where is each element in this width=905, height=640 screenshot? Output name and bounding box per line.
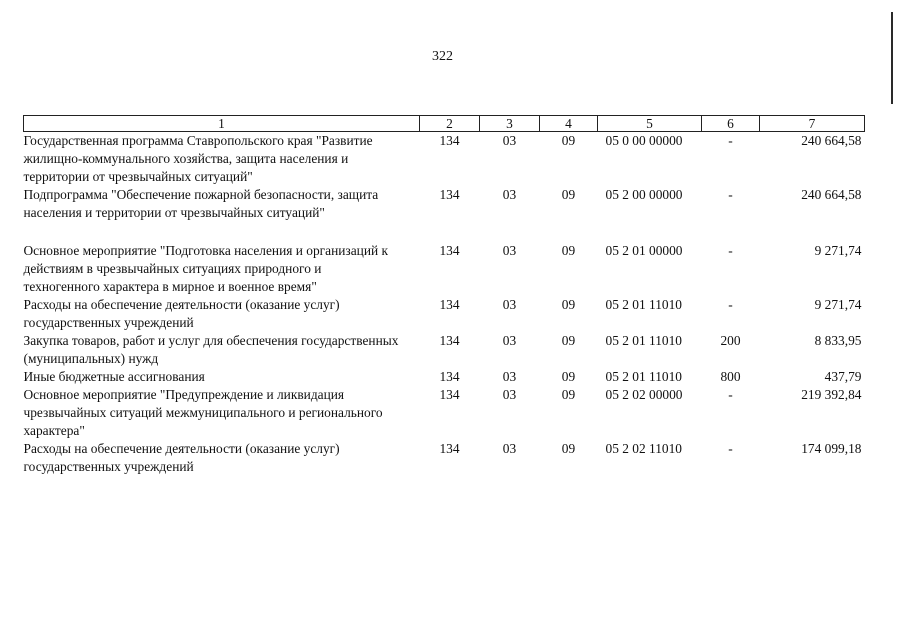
row-col-3: 03 xyxy=(502,333,517,348)
row-col-2: 134 xyxy=(439,187,460,202)
row-name: Основное мероприятие "Подготовка населения и организаций к действиям в чрезвычайных ситуациях природного и техногенного характера в мирное и военное время" xyxy=(23,243,389,294)
row-amount: 219 392,84 xyxy=(801,387,862,402)
row-col-3: 03 xyxy=(502,441,517,456)
row-amount: 437,79 xyxy=(824,369,862,384)
row-col-3: 03 xyxy=(502,297,517,312)
row-name: Подпрограмма "Обеспечение пожарной безопасности, защита населения и территории от чрезвычайных ситуаций" xyxy=(23,187,379,220)
table-row xyxy=(24,332,865,368)
row-amount: 174 099,18 xyxy=(801,441,862,456)
row-col-3: 03 xyxy=(502,133,517,148)
row-col-4: 09 xyxy=(561,187,576,202)
header-col-1: 1 xyxy=(24,116,420,132)
row-col-4: 09 xyxy=(561,441,576,456)
row-col-2: 134 xyxy=(439,133,460,148)
row-col-2: 134 xyxy=(439,387,460,402)
row-amount: 9 271,74 xyxy=(814,297,862,312)
row-col-6: - xyxy=(728,441,733,456)
row-name: Иные бюджетные ассигнования xyxy=(23,369,205,384)
row-col-6: - xyxy=(728,297,733,312)
header-col-7: 7 xyxy=(760,116,865,132)
row-col-5: 05 2 00 00000 xyxy=(605,187,683,202)
table-header-row xyxy=(24,116,865,132)
row-col-5: 05 2 01 11010 xyxy=(605,369,682,384)
row-col-2: 134 xyxy=(439,297,460,312)
budget-table xyxy=(23,115,865,476)
row-col-5: 05 2 01 11010 xyxy=(605,333,682,348)
row-amount: 240 664,58 xyxy=(801,187,862,202)
row-col-5: 05 2 01 11010 xyxy=(605,297,682,312)
row-col-6: - xyxy=(728,187,733,202)
row-col-3: 03 xyxy=(502,369,517,384)
row-col-5: 05 2 02 11010 xyxy=(605,441,682,456)
row-name: Государственная программа Ставропольского края "Развитие жилищно-коммунального хозяйства, защита населения и территории от чрезвычайных ситуаций" xyxy=(23,133,373,184)
row-name: Закупка товаров, работ и услуг для обеспечения государственных (муниципальных) нужд xyxy=(23,333,399,366)
row-col-4: 09 xyxy=(561,387,576,402)
row-col-6: - xyxy=(728,387,733,402)
table-row xyxy=(24,186,865,222)
row-col-2: 134 xyxy=(439,369,460,384)
row-name: Расходы на обеспечение деятельности (оказание услуг) государственных учреждений xyxy=(23,297,340,330)
row-col-2: 134 xyxy=(439,441,460,456)
row-name: Основное мероприятие "Предупреждение и ликвидация чрезвычайных ситуаций межмуниципального и регионального характера" xyxy=(23,387,383,438)
table-row xyxy=(24,386,865,440)
table-row xyxy=(24,296,865,332)
row-col-6: 800 xyxy=(720,369,741,384)
table-row xyxy=(24,440,865,476)
row-col-5: 05 2 01 00000 xyxy=(605,243,683,258)
row-col-4: 09 xyxy=(561,133,576,148)
row-spacer xyxy=(24,222,865,242)
row-col-3: 03 xyxy=(502,187,517,202)
row-col-3: 03 xyxy=(502,387,517,402)
table-row xyxy=(24,132,865,187)
header-col-5: 5 xyxy=(598,116,702,132)
row-col-4: 09 xyxy=(561,297,576,312)
row-col-4: 09 xyxy=(561,243,576,258)
table-row xyxy=(24,368,865,386)
scan-edge-line xyxy=(891,12,893,104)
header-col-2: 2 xyxy=(420,116,480,132)
row-col-6: - xyxy=(728,133,733,148)
row-col-3: 03 xyxy=(502,243,517,258)
row-col-6: - xyxy=(728,243,733,258)
table-row xyxy=(24,242,865,296)
header-col-4: 4 xyxy=(540,116,598,132)
row-col-2: 134 xyxy=(439,243,460,258)
row-name: Расходы на обеспечение деятельности (оказание услуг) государственных учреждений xyxy=(23,441,340,474)
row-amount: 9 271,74 xyxy=(814,243,862,258)
row-col-4: 09 xyxy=(561,369,576,384)
header-col-3: 3 xyxy=(480,116,540,132)
header-col-6: 6 xyxy=(702,116,760,132)
row-amount: 8 833,95 xyxy=(814,333,862,348)
row-col-6: 200 xyxy=(720,333,741,348)
row-col-4: 09 xyxy=(561,333,576,348)
row-col-5: 05 0 00 00000 xyxy=(605,133,683,148)
row-amount: 240 664,58 xyxy=(801,133,862,148)
row-col-2: 134 xyxy=(439,333,460,348)
page-number: 322 xyxy=(432,49,453,64)
row-col-5: 05 2 02 00000 xyxy=(605,387,683,402)
